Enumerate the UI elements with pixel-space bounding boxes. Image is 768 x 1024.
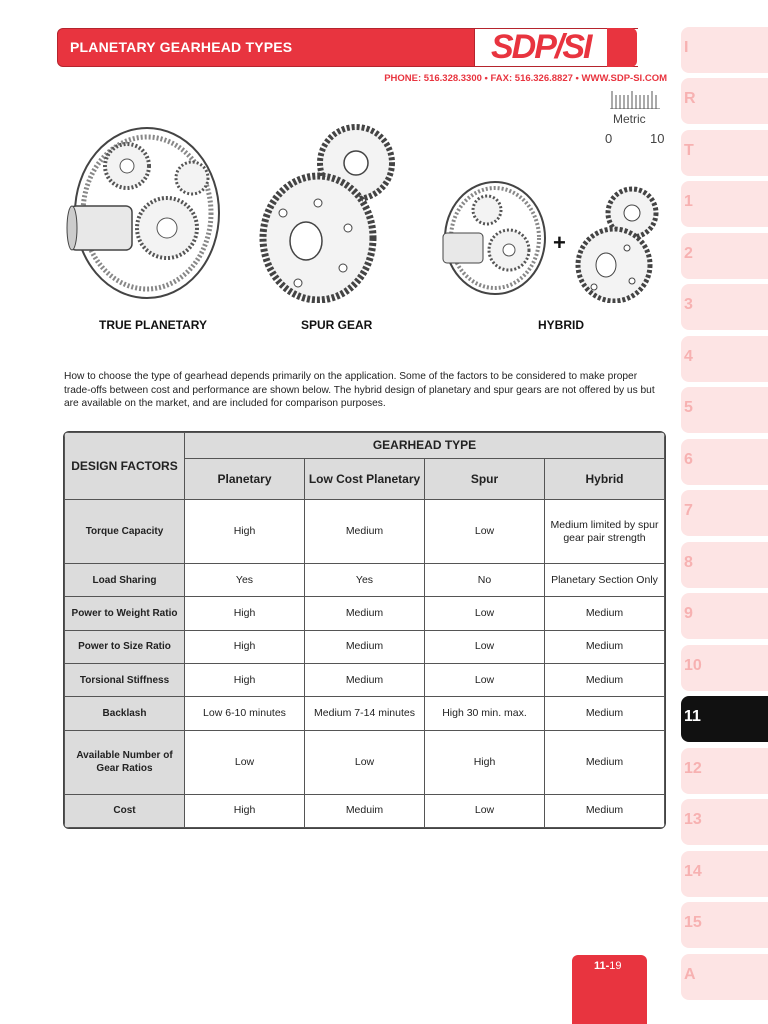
tab-10[interactable] — [681, 645, 768, 691]
table-cell: High — [185, 663, 305, 696]
tab-label: I — [684, 39, 689, 56]
hybrid-planetary-illustration — [437, 178, 547, 303]
metric-ten: 10 — [650, 131, 665, 146]
table-cell: Planetary Section Only — [545, 564, 665, 597]
tab-label: A — [684, 966, 696, 983]
tab-label: 5 — [684, 399, 693, 416]
tab-label: 13 — [684, 811, 702, 828]
tab-label: 14 — [684, 863, 702, 880]
tab-label: R — [684, 90, 696, 107]
intro-paragraph: How to choose the type of gearhead depends primarily on the application. Some of the factors to be considered to make proper trade-offs between cost and performance are shown below. The hybrid design of planetary and spur gears are not offered by us but are available on the market, and are included for comparison purposes. — [64, 371, 655, 409]
table-cell: Medium — [545, 597, 665, 630]
tab-label: 12 — [684, 760, 702, 777]
tab-13[interactable] — [681, 799, 768, 845]
factor-label: Torsional Stiffness — [65, 663, 185, 696]
tab-R[interactable] — [681, 78, 768, 124]
table-row — [65, 794, 665, 827]
table-row — [65, 630, 665, 663]
factor-label: Torque Capacity — [65, 500, 185, 564]
table-cell: High — [185, 630, 305, 663]
column-header: Low Cost Planetary — [305, 459, 425, 500]
column-header: Spur — [425, 459, 545, 500]
table-cell: Medium — [305, 663, 425, 696]
table-cell: High 30 min. max. — [425, 697, 545, 730]
tab-label: 6 — [684, 451, 693, 468]
caption-spur-gear: SPUR GEAR — [301, 318, 373, 332]
table-row — [65, 597, 665, 630]
metric-zero: 0 — [605, 131, 613, 146]
true-planetary-gear-illustration — [62, 118, 224, 308]
page-number — [594, 960, 622, 972]
table-cell: Yes — [185, 564, 305, 597]
tab-8[interactable] — [681, 542, 768, 588]
factor-label: Cost — [65, 794, 185, 827]
logo-accent — [607, 28, 637, 67]
table-cell: Medium — [305, 597, 425, 630]
tab-label: 11 — [684, 708, 701, 725]
table-cell: Low — [425, 500, 545, 564]
gearhead-type-header: GEARHEAD TYPE — [185, 433, 665, 459]
metric-label: Metric — [613, 112, 646, 126]
column-header: Planetary — [185, 459, 305, 500]
tab-12[interactable] — [681, 748, 768, 794]
table-cell: Yes — [305, 564, 425, 597]
tab-label: 4 — [684, 348, 693, 365]
table-row — [65, 697, 665, 730]
factor-label: Load Sharing — [65, 564, 185, 597]
table-cell: Medium — [305, 630, 425, 663]
table-cell: Low — [425, 663, 545, 696]
table-cell: Meduim — [305, 794, 425, 827]
tab-label: T — [684, 142, 694, 159]
plus-icon: + — [553, 230, 566, 255]
factor-label: Backlash — [65, 697, 185, 730]
tab-label: 10 — [684, 657, 702, 674]
table-cell: Low — [185, 730, 305, 794]
table-cell: Low — [425, 597, 545, 630]
factor-label: Power to Weight Ratio — [65, 597, 185, 630]
table-cell: Medium — [545, 730, 665, 794]
table-row — [65, 663, 665, 696]
page-number-tab — [572, 955, 647, 1024]
caption-true-planetary: TRUE PLANETARY — [99, 318, 207, 332]
page-index: 19 — [609, 960, 622, 972]
factor-label: Power to Size Ratio — [65, 630, 185, 663]
table-cell: High — [185, 794, 305, 827]
table-cell: Low — [305, 730, 425, 794]
metric-scale — [598, 88, 668, 148]
table-cell: High — [425, 730, 545, 794]
spur-gear-illustration — [258, 123, 398, 303]
column-header: Hybrid — [545, 459, 665, 500]
tab-14[interactable] — [681, 851, 768, 897]
tab-1[interactable] — [681, 181, 768, 227]
contact-info: PHONE: 516.328.3300 • FAX: 516.326.8827 • WWW.SDP-SI.COM — [384, 73, 667, 84]
design-factors-table — [63, 431, 666, 829]
tab-label: 2 — [684, 245, 693, 262]
table-cell: Medium limited by spur gear pair strength — [545, 500, 665, 564]
tab-11[interactable] — [681, 696, 768, 742]
table-cell: High — [185, 597, 305, 630]
tab-A[interactable] — [681, 954, 768, 1000]
tab-I[interactable] — [681, 27, 768, 73]
table-cell: No — [425, 564, 545, 597]
table-cell: Low 6-10 minutes — [185, 697, 305, 730]
tab-9[interactable] — [681, 593, 768, 639]
tab-7[interactable] — [681, 490, 768, 536]
tab-label: 15 — [684, 914, 702, 931]
tab-4[interactable] — [681, 336, 768, 382]
design-factors-header: DESIGN FACTORS — [65, 433, 185, 500]
tab-label: 8 — [684, 554, 693, 571]
tab-T[interactable] — [681, 130, 768, 176]
tab-6[interactable] — [681, 439, 768, 485]
table-cell: Medium — [545, 794, 665, 827]
tab-3[interactable] — [681, 284, 768, 330]
table-cell: Medium — [545, 630, 665, 663]
hybrid-spur-illustration — [572, 183, 662, 303]
table-row — [65, 500, 665, 564]
page-section: 11- — [594, 960, 610, 972]
table-cell: Medium 7-14 minutes — [305, 697, 425, 730]
table-cell: Low — [425, 794, 545, 827]
tab-5[interactable] — [681, 387, 768, 433]
table-cell: Medium — [305, 500, 425, 564]
ruler-icon — [610, 91, 660, 109]
table-cell: Low — [425, 630, 545, 663]
tab-label: 3 — [684, 296, 693, 313]
page-title-bar — [57, 28, 475, 67]
factor-label: Available Number of Gear Ratios — [65, 730, 185, 794]
table-row — [65, 564, 665, 597]
tab-2[interactable] — [681, 233, 768, 279]
page-title: PLANETARY GEARHEAD TYPES — [70, 39, 293, 55]
tab-15[interactable] — [681, 902, 768, 948]
tab-label: 7 — [684, 502, 693, 519]
table-row — [65, 730, 665, 794]
caption-hybrid: HYBRID — [538, 318, 585, 332]
tab-label: 1 — [684, 193, 693, 210]
table-cell: Medium — [545, 697, 665, 730]
table-cell: Medium — [545, 663, 665, 696]
table-cell: High — [185, 500, 305, 564]
tab-label: 9 — [684, 605, 693, 622]
sdpsi-logo: SDP/SI — [491, 28, 591, 66]
